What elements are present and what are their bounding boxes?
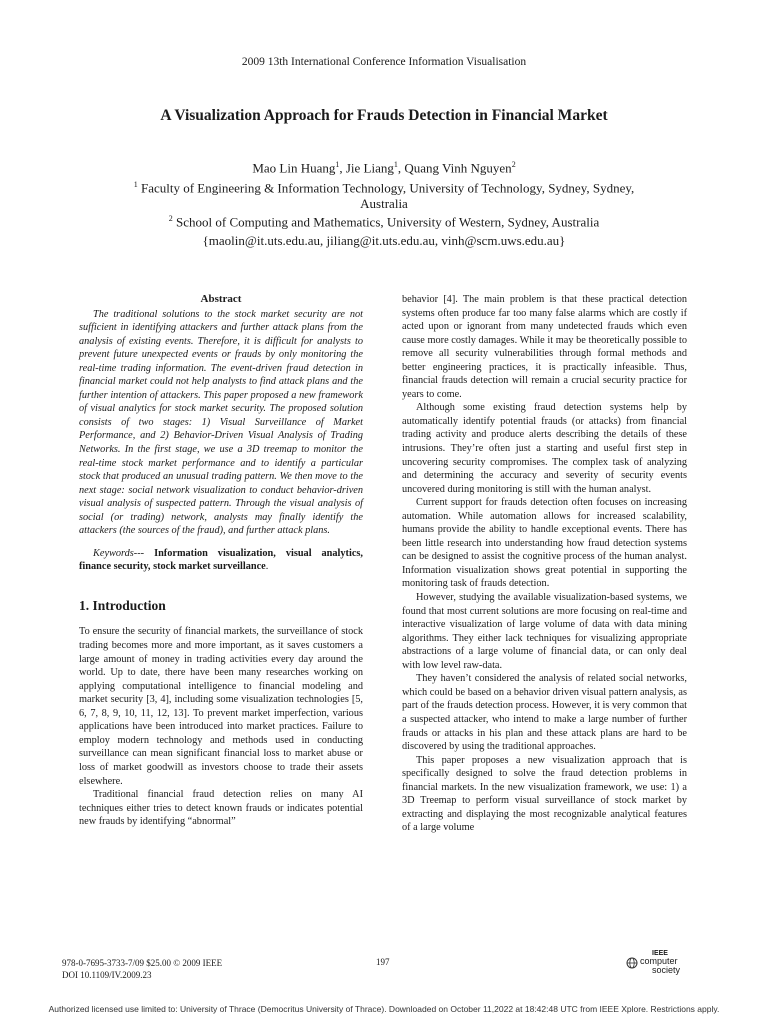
right-paragraph-4: They haven’t considered the analysis of related social networks, which could be based on a behavior driven visual pattern analysis, as part of the frauds detection process. However, it is very common that a suspected attacker, who intend to make a large number of further frauds or attacks in his plan and these attack plans are hard to be discovered by using the traditional approaches. <box>402 673 687 753</box>
affiliation-2-sup: 2 <box>168 214 173 223</box>
logo-society-text: society <box>652 965 681 975</box>
abstract-body: The traditional solutions to the stock market security are not sufficient in identifying attackers and further attack plans from the analysis of existing events. Therefore, it is difficult for analysts to prevent future unexpected events or frauds by only monitoring the real-time trading information. The event-driven fraud detection in financial market could not help analysts to find attack plans and the further intention of attackers. This paper proposed a new framework of visual analytics for stock market security. The proposed solution consists of two stages: 1) Visual Surveillance of Market Performance, and 2) Behavior-Driven Visual Analysis of Trading Networks. In the first stage, we use a 3D treemap to monitor the real-time stock market performance and to identify a particular stock that produced an unusual trading pattern. We then move to the next stage: social network visualization to conduct behavior-driven visual analysis of suspected pattern. Through the visual analysis of social (or trading) network, analysts may finally identify the attackers (the sources of the fraud), and further attack plans. <box>79 308 363 537</box>
right-paragraph-2: Current support for frauds detection often focuses on increasing automation. While automation allows for increased scalability, humans provide the ability to handle exceptional events. There has been little research into understanding how fraud detection systems can be designed to assist the cognitive process of the human analyst. Information visualization shows great potential in supporting the monitoring task of frauds detection. <box>402 497 687 590</box>
author-line: Mao Lin Huang$^1$, Jie Liang$^1$, Quang Vinh Nguyen$^2$ <box>252 160 516 176</box>
logo-computer-text: computer <box>640 956 678 966</box>
affiliation-1-text: Faculty of Engineering & Information Technology, University of Technology, Sydney, Sydney, <box>140 180 635 196</box>
ieee-computer-society-logo <box>626 950 696 980</box>
logo-ieee-text: IEEE <box>652 950 668 957</box>
globe-icon <box>626 957 638 969</box>
right-paragraph-5: This paper proposes a new visualization approach that is specifically designed to solve the fraud detection problems in financial markets. In the new visualization framework, we use: 1) a 3D Treemap to perform visual surveillance of stock market by extracting and displaying the most recognizable analytical features of a large volume <box>402 754 687 834</box>
author-3: Quang Vinh Nguyen <box>404 160 512 176</box>
keywords-terms: Information visualization, visual analytics, finance security, stock market surveillance <box>79 547 364 573</box>
page-number: 197 <box>376 957 390 967</box>
left-column <box>79 293 363 829</box>
conference-header: 2009 13th International Conference Information Visualisation <box>241 56 527 68</box>
affiliation-1-sup: 1 <box>133 180 138 189</box>
keywords-label: Keywords--- <box>93 547 145 559</box>
right-paragraph-0: behavior [4]. The main problem is that these practical detection systems often produce far too many false alarms which are costly if acted upon or ignorant from many undetected frauds which even cause more costly damages. While it may be theoretically possible to remove all security vulnerabilities through formal methods and better engineering practices, it is practically infeasible. Thus, financial frauds detection will remain a crucial security practice for years to come. <box>402 294 687 400</box>
author-emails: {maolin@it.uts.edu.au, jiliang@it.uts.edu.au, vinh@scm.uws.edu.au} <box>202 233 566 248</box>
right-paragraph-3: However, studying the available visualization-based systems, we found that most current solutions are more focusing on real-time and interactive visualization of large volume of data with data mining algorithms. They either lack techniques for visualizing appropriate abstractions of a large volume of financial data, or can only deal with low level raw-data. <box>402 592 687 671</box>
right-paragraph-1: Although some existing fraud detection systems help by automatically identify potential frauds (or attacks) from financial trading activity and produce alerts describing the details of these intrusions. They’re often just a starting and useful first step in uncovering security compromises. The complex task of analyzing and determining the accuracy and severity of security events uncovered during monitoring is still with the human analyst. <box>402 402 687 495</box>
right-column <box>402 293 687 835</box>
isbn-line: 978-0-7695-3733-7/09 $25.00 © 2009 IEEE <box>62 958 223 968</box>
keywords <box>79 547 363 574</box>
affiliation-2 <box>0 214 768 230</box>
copyright-block <box>62 957 222 981</box>
author-1: Mao Lin Huang <box>252 160 336 176</box>
section-heading-introduction: 1. Introduction <box>79 597 166 613</box>
doi-line: DOI 10.1109/IV.2009.23 <box>62 970 152 980</box>
intro-paragraph-2: Traditional financial fraud detection relies on many AI techniques either tries to detect known frauds or indicates potential new frauds by identifying “abnormal” <box>79 789 363 828</box>
author-1-sup: 1 <box>335 160 340 169</box>
intro-paragraph-1: To ensure the security of financial markets, the surveillance of stock trading becomes more and more important, as it saves customers a large amount of money in trading activities every day around the world. Up to date, there have been many researches working on applying computational intelligence to financial modeling and market security [3, 4], including some visualization technologies [5, 6, 7, 8, 9, 10, 11, 12, 13]. To prevent market imperfection, various applications have been introduced into market practices. Failure to employ modern technology and methods used in conducting surveillance can mean significant financial loss to market abuse or loss of market goodwill as investors choose to trade their assets elsewhere. <box>79 626 363 787</box>
affiliation-1-country: Australia <box>360 196 408 212</box>
author-2-sup: 1 <box>393 160 398 169</box>
license-footer: Authorized licensed use limited to: University of Thrace (Democritus University of Thrace). Downloaded on October 11,2022 at 18:42:48 UTC from IEEE Xplore. Restrictions apply. <box>48 1004 720 1014</box>
affiliation-1 <box>0 180 768 212</box>
abstract-heading: Abstract <box>200 293 242 305</box>
affiliation-2-text: School of Computing and Mathematics, University of Western, Sydney, Australia <box>176 214 600 230</box>
paper-title: A Visualization Approach for Frauds Detection in Financial Market <box>160 107 608 124</box>
author-2: Jie Liang <box>345 160 394 176</box>
author-3-sup: 2 <box>511 160 516 169</box>
keywords-end: . <box>265 561 269 573</box>
